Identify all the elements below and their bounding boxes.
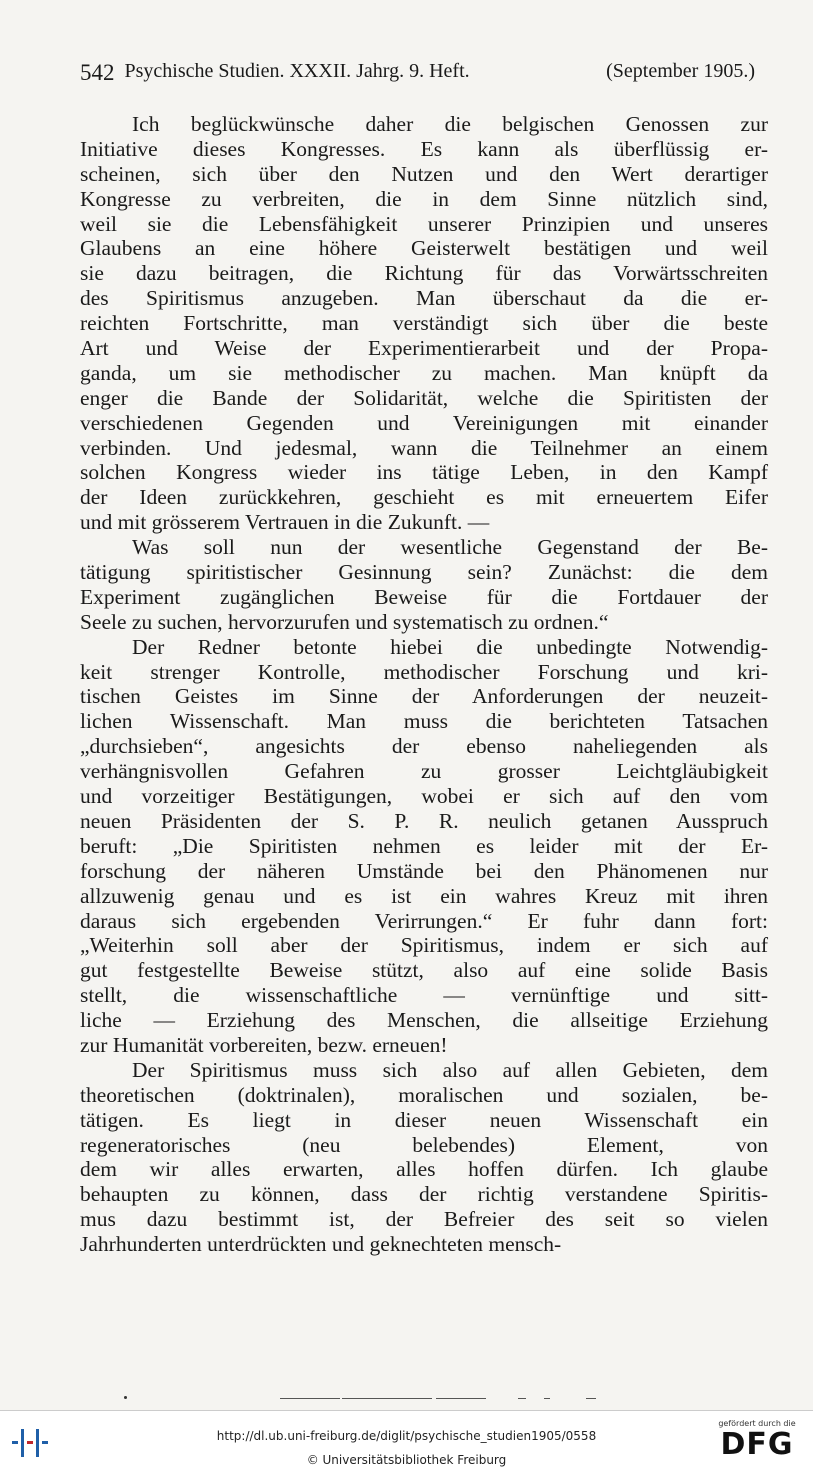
page-number: 542 <box>80 60 115 85</box>
text-line: behaupten zu können, dass der richtig verstandene Spiritis- <box>80 1182 768 1207</box>
text-line: der Ideen zurückkehren, geschieht es mit erneuertem Eifer <box>80 485 768 510</box>
text-line: enger die Bande der Solidarität, welche die Spiritisten der <box>80 385 768 410</box>
text-line: beruft: „Die Spiritisten nehmen es leider mit der Er- <box>80 833 768 858</box>
text-line: theoretischen (doktrinalen), moralischen und sozialen, be- <box>80 1082 768 1107</box>
text-line: Seele zu suchen, hervorzurufen und systematisch zu ordnen.“ <box>80 609 609 634</box>
text-line: allzuwenig genau und es ist ein wahres Kreuz mit ihren <box>80 883 768 908</box>
text-line: neuen Präsidenten der S. P. R. neulich getanen Ausspruch <box>80 808 768 833</box>
text-line: weil sie die Lebensfähigkeit unserer Prinzipien und unseres <box>80 211 768 236</box>
text-line: scheinen, sich über den Nutzen und den Wert derartiger <box>80 161 768 186</box>
text-line: Jahrhunderten unterdrückten und geknechteten mensch- <box>80 1232 562 1257</box>
copyright-notice: © Universitätsbibliothek Freiburg <box>306 1453 507 1467</box>
text-line: reichten Fortschritte, man verständigt sich über die beste <box>80 311 768 336</box>
text-line: Der Spiritismus muss sich also auf allen Gebieten, dem <box>132 1057 768 1082</box>
text-line: ganda, um sie methodischer zu machen. Man knüpft da <box>80 360 768 385</box>
text-line: verschiedenen Gegenden und Vereinigungen mit einander <box>80 410 768 435</box>
page-body-text <box>80 112 768 1257</box>
running-header <box>80 60 755 86</box>
text-line: Der Redner betonte hiebei die unbedingte Notwendig- <box>132 634 768 659</box>
text-line: verbinden. Und jedesmal, wann die Teilnehmer an einem <box>80 435 768 460</box>
dfg-logo <box>711 1419 803 1469</box>
text-line: Initiative dieses Kongresses. Es kann als überflüssig er- <box>80 136 768 161</box>
text-line: daraus sich ergebenden Verirrungen.“ Er fuhr dann fort: <box>80 908 768 933</box>
text-line: lichen Wissenschaft. Man muss die berichteten Tatsachen <box>80 709 768 734</box>
text-line: Was soll nun der wesentliche Gegenstand der Be- <box>132 535 768 560</box>
text-line: tätigen. Es liegt in dieser neuen Wissenschaft ein <box>80 1107 768 1132</box>
text-line: mus dazu bestimmt ist, der Befreier des seit so vielen <box>80 1207 768 1232</box>
text-line: Ich beglückwünsche daher die belgischen Genossen zur <box>132 112 768 136</box>
text-line: keit strenger Kontrolle, methodischer Forschung und kri- <box>80 659 768 684</box>
text-line: Art und Weise der Experimentierarbeit und der Propa- <box>80 336 768 361</box>
text-line: liche — Erziehung des Menschen, die allseitige Erziehung <box>80 1008 768 1033</box>
text-line: gut festgestellte Beweise stützt, also auf eine solide Basis <box>80 958 768 983</box>
text-line: Glaubens an eine höhere Geisterwelt bestätigen und weil <box>80 236 768 261</box>
text-line: sie dazu beitragen, die Richtung für das Vorwärtsschreiten <box>80 261 768 286</box>
dfg-wordmark: DFG <box>720 1427 794 1462</box>
paragraph <box>80 535 768 635</box>
issue-date: (September 1905.) <box>606 60 755 82</box>
text-line: zur Humanität vorbereiten, bezw. erneuen! <box>80 1032 448 1057</box>
dfg-tagline: gefördert durch die <box>718 1419 796 1428</box>
text-line: stellt, die wissenschaftliche — vernünftige und sitt- <box>80 983 768 1008</box>
text-line: tätigung spiritistischer Gesinnung sein? Zunächst: die dem <box>80 560 768 585</box>
running-title: Psychische Studien. XXXII. Jahrg. 9. Heft. <box>124 60 470 82</box>
footer-bar <box>0 1410 813 1474</box>
text-line: Experiment zugänglichen Beweise für die Fortdauer der <box>80 584 768 609</box>
text-line: des Spiritismus anzugeben. Man überschaut da die er- <box>80 286 768 311</box>
bottom-rule-marks <box>120 1395 620 1401</box>
text-line: forschung der näheren Umstände bei den Phänomenen nur <box>80 858 768 883</box>
text-line: dem wir alles erwarten, alles hoffen dürfen. Ich glaube <box>80 1157 768 1182</box>
text-line: tischen Geistes im Sinne der Anforderungen der neuzeit- <box>80 684 768 709</box>
text-line: regeneratorisches (neu belebendes) Element, von <box>80 1132 768 1157</box>
text-line: „durchsieben“, angesichts der ebenso naheliegenden als <box>80 734 768 759</box>
text-line: und mit grösserem Vertrauen in die Zukunft. — <box>80 510 490 535</box>
text-line: verhängnisvollen Gefahren zu grosser Leichtgläubigkeit <box>80 759 768 784</box>
text-line: „Weiterhin soll aber der Spiritismus, indem er sich auf <box>80 933 768 958</box>
text-line: und vorzeitiger Bestätigungen, wobei er sich auf den vom <box>80 784 768 809</box>
paragraph <box>80 112 768 535</box>
paragraph <box>80 635 768 1058</box>
text-line: solchen Kongress wieder ins tätige Leben, in den Kampf <box>80 460 768 485</box>
text-line: Kongresse zu verbreiten, die in dem Sinne nützlich sind, <box>80 186 768 211</box>
source-url[interactable]: http://dl.ub.uni-freiburg.de/diglit/psychische_studien1905/0558 <box>216 1429 597 1443</box>
paragraph <box>80 1058 768 1257</box>
